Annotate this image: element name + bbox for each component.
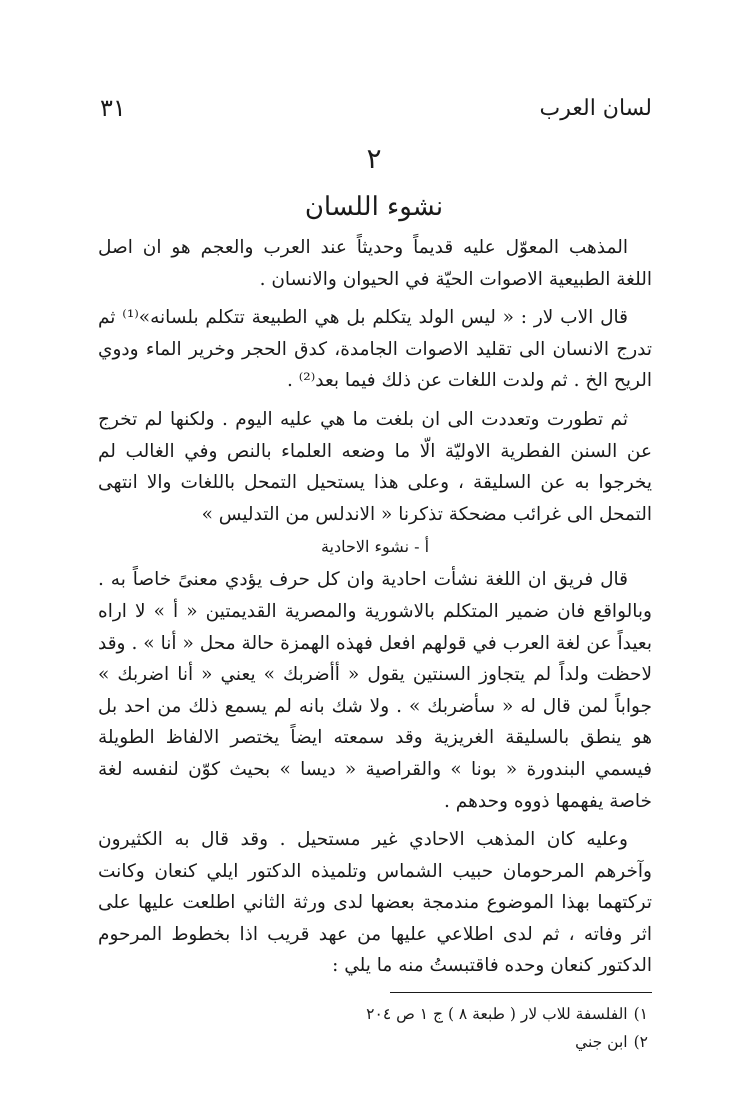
- paragraph: قال فريق ان اللغة نشأت احادية وان كل حرف يؤدي معنىً خاصاً به . وبالواقع فان ضمير المتكلم بالاشورية والمصرية القديمتين « أ » لا اراه بعيداً عن لغة العرب في قولهم افعل فهذه الهمزة حالة محل « أنا » . وقد لاحظت ولداً لم يتجاوز السنتين يقول « أأضربك » يعني « أنا اضربك » جواباً لمن قال له « سأضربك » . ولا شك بانه لم يسمع ذلك من احد بل هو ينطق بالسليقة الغريزية وقد سمعته ايضاً يختصر الالفاظ الطويلة فيسمي البندورة « بونا » والقراصية « ديسا » بحيث كوّن لنفسه لغة خاصة يفهمها ذووه وحدهم .: [98, 569, 652, 812]
- paragraph: ثم تطورت وتعددت الى ان بلغت ما هي عليه اليوم . ولكنها لم تخرج عن السنن الفطرية الاوليّة الّا ما وضعه العلماء بالنص وفي الغالب لم يخرجوا به عن السليقة ، وعلى هذا يستحيل التمحل باللغات والا انتهى التمحل الى غرائب مضحكة تذكرنا « الاندلس من التدليس »: [98, 408, 652, 525]
- footnote-text: الفلسفة للاب لار ( طبعة ٨ ) ج ١ ص ٢٠٤: [366, 1005, 628, 1023]
- running-title: لسان العرب: [539, 95, 652, 121]
- running-header: [100, 90, 652, 126]
- footnote-divider: [390, 992, 652, 993]
- page-number: ٣١: [100, 94, 126, 122]
- section-heading: أ - نشوء الاحادية: [320, 537, 430, 557]
- paragraph: وعليه كان المذهب الاحادي غير مستحيل . وقد قال به الكثيرون وآخرهم المرحومان حبيب الشماس وتلميذه الدكتور ايلي كنعان وكانت تركتهما بهذا الموضوع مندمجة بعضها لدى ورثة الثاني اطلعت عليها على اثر وفاته ، ثم لدى اطلاعي عليها من عهد قريب اذا بخطوط المرحوم الدكتور كنعان وحده فاقتبستُ منه ما يلي :: [98, 829, 652, 977]
- footnote: [300, 1028, 648, 1056]
- footnote: [300, 1000, 648, 1028]
- footnote-text: ابن جني: [575, 1033, 628, 1051]
- footnote-mark: ١): [633, 1005, 648, 1023]
- paragraph: قال الاب لار : « ليس الولد يتكلم بل هي الطبيعة تتكلم بلسانه»⁽¹⁾ ثم تدرج الانسان الى تقليد الاصوات الجامدة، كدق الحجر وخرير الماء ودوي الريح الخ . ثم ولدت اللغات عن ذلك فيما بعد⁽²⁾ .: [98, 307, 652, 392]
- body-text: [98, 232, 652, 982]
- chapter-title: نشوء اللسان: [304, 192, 444, 222]
- chapter-number: ٢: [366, 142, 382, 175]
- paragraph: المذهب المعوّل عليه قديماً وحديثاً عند العرب والعجم هو ان اصل اللغة الطبيعية الاصوات الحيّة في الحيوان والانسان .: [98, 237, 652, 290]
- footnote-mark: ٢): [633, 1033, 648, 1051]
- footnotes: [300, 1000, 648, 1056]
